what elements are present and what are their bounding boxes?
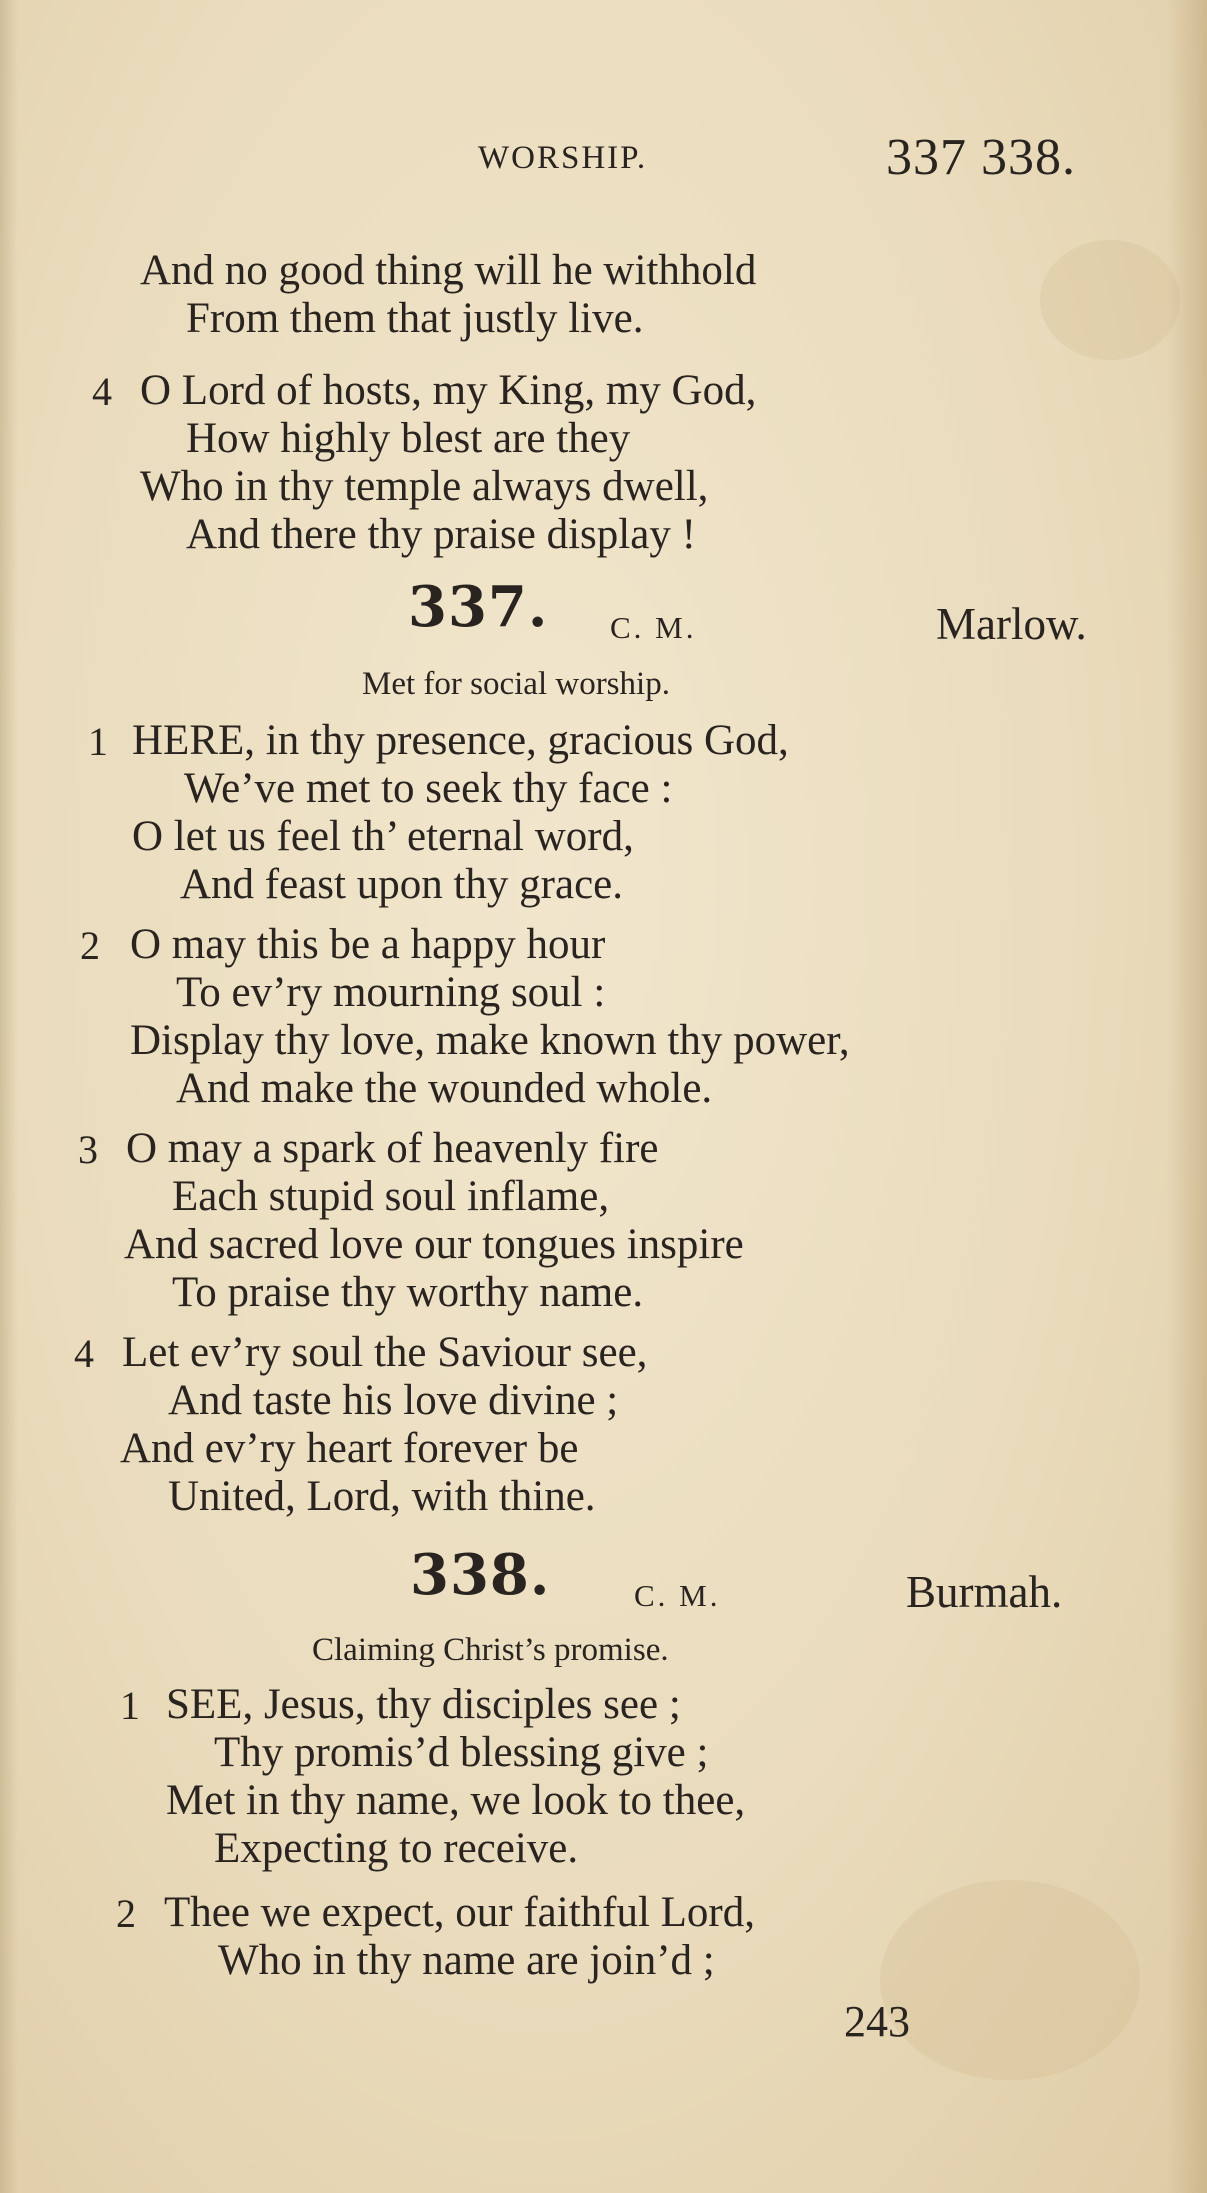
verse-line: From them that justly live. [186,295,644,342]
verse-line: O let us feel th’ eternal word, [132,813,634,860]
verse-line: And ev’ry heart forever be [120,1425,579,1472]
tune-name: Burmah. [906,1567,1063,1617]
paper-stain [880,1880,1140,2080]
verse-line: And taste his love divine ; [168,1377,619,1424]
hymn-meter: C. M. [634,1578,721,1613]
verse-line: Each stupid soul inflame, [172,1173,610,1220]
verse-number: 1 [120,1683,140,1728]
verse-number: 2 [116,1891,136,1936]
verse-line: Expecting to receive. [214,1825,579,1872]
page-number: 243 [844,1997,910,2046]
verse-number: 1 [88,719,108,764]
verse-line: Who in thy temple always dwell, [140,463,709,510]
verse-line: HERE, in thy presence, gracious God, [132,717,789,764]
page-edge-shadow-left [0,0,18,2193]
verse-line: Display thy love, make known thy power, [130,1017,850,1064]
verse-line: Thee we expect, our faithful Lord, [164,1889,755,1936]
verse-line: And feast upon thy grace. [180,861,623,908]
hymn-meter: C. M. [610,610,697,645]
verse-line: Let ev’ry soul the Saviour see, [122,1329,648,1376]
verse-line: O Lord of hosts, my King, my God, [140,367,757,414]
verse-line: And no good thing will he withhold [140,247,757,294]
verse-line: We’ve met to seek thy face : [184,765,673,812]
hymn-number: 338. [410,1542,551,1608]
verse-line: SEE, Jesus, thy disciples see ; [166,1681,681,1728]
verse-line: To ev’ry mourning soul : [176,969,606,1016]
verse-line: Who in thy name are join’d ; [218,1937,715,1984]
verse-number: 2 [80,923,100,968]
hymn-subtitle: Claiming Christ’s promise. [312,1632,669,1668]
verse-line: Met in thy name, we look to thee, [166,1777,746,1824]
verse-number: 4 [74,1331,94,1376]
paper-stain [1040,240,1180,360]
verse-line: How highly blest are they [186,415,631,462]
hymn-number: 337. [408,574,549,640]
verse-line: To praise thy worthy name. [172,1269,644,1316]
verse-line: United, Lord, with thine. [168,1473,596,1520]
verse-number: 3 [78,1127,98,1172]
tune-name: Marlow. [936,599,1087,649]
verse-line: And there thy praise display ! [186,511,696,558]
verse-line: Thy promis’d blessing give ; [214,1729,709,1776]
verse-line: And sacred love our tongues inspire [124,1221,744,1268]
running-title: WORSHIP. [478,140,648,176]
verse-number: 4 [92,369,112,414]
hymn-subtitle: Met for social worship. [362,666,670,702]
page-edge-shadow-right [1167,0,1207,2193]
verse-line: And make the wounded whole. [176,1065,713,1112]
verse-line: O may this be a happy hour [130,921,606,968]
hymn-range-header: 337 338. [886,129,1076,186]
verse-line: O may a spark of heavenly fire [126,1125,659,1172]
